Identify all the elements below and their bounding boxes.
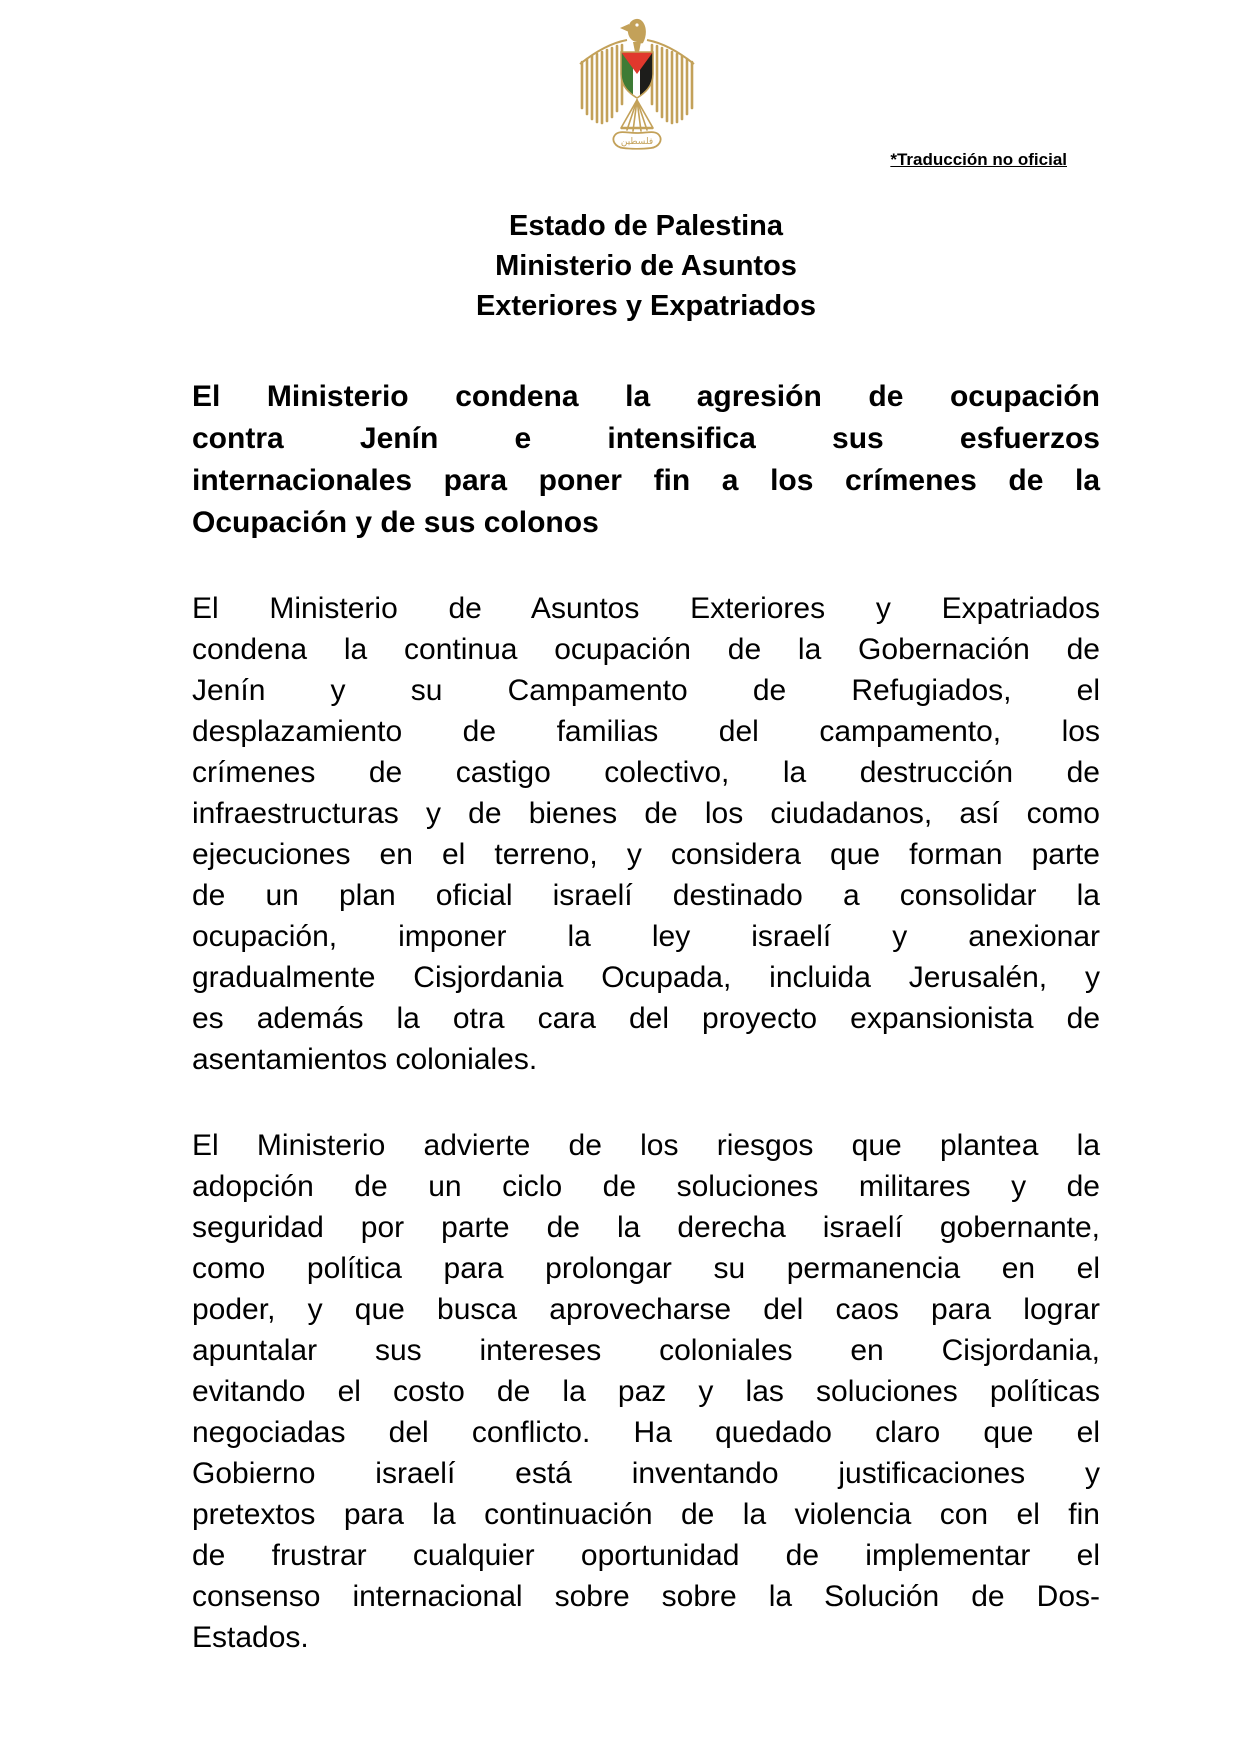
document-title bbox=[192, 206, 1100, 326]
text-line: gradualmente Cisjordania Ocupada, incluida Jerusalén, y bbox=[192, 961, 1100, 994]
palestine-eagle-emblem-icon bbox=[575, 14, 699, 152]
paragraph-1 bbox=[192, 588, 1100, 1080]
text-line: evitando el costo de la paz y las soluciones políticas bbox=[192, 1375, 1100, 1408]
text-line: infraestructuras y de bienes de los ciudadanos, así como bbox=[192, 797, 1100, 830]
text-line: Gobierno israelí está inventando justificaciones y bbox=[192, 1457, 1100, 1490]
text-line: pretextos para la continuación de la violencia con el fin bbox=[192, 1498, 1100, 1531]
translation-note: *Traducción no oficial bbox=[890, 150, 1067, 169]
text-line: Ocupación y de sus colonos bbox=[192, 506, 599, 539]
paragraph-2 bbox=[192, 1125, 1100, 1658]
statement-heading bbox=[192, 376, 1100, 544]
text-line: El Ministerio de Asuntos Exteriores y Expatriados bbox=[192, 592, 1100, 625]
text-line: de un plan oficial israelí destinado a consolidar la bbox=[192, 879, 1100, 912]
text-line: desplazamiento de familias del campamento, los bbox=[192, 715, 1100, 748]
text-line: Ministerio de Asuntos bbox=[495, 250, 797, 282]
text-line: Exteriores y Expatriados bbox=[475, 290, 817, 322]
text-line: adopción de un ciclo de soluciones militares y de bbox=[192, 1170, 1100, 1203]
text-line: El Ministerio condena la agresión de ocupación bbox=[192, 380, 1100, 413]
text-line: asentamientos coloniales. bbox=[192, 1043, 538, 1076]
text-line: internacionales para poner fin a los crímenes de la bbox=[192, 464, 1100, 497]
text-line: ocupación, imponer la ley israelí y anexionar bbox=[192, 920, 1100, 953]
text-line: apuntalar sus intereses coloniales en Cisjordania, bbox=[192, 1334, 1100, 1367]
text-line: de frustrar cualquier oportunidad de implementar el bbox=[192, 1539, 1100, 1572]
text-line: consenso internacional sobre sobre la Solución de Dos- bbox=[192, 1580, 1100, 1613]
text-line: negociadas del conflicto. Ha quedado claro que el bbox=[192, 1416, 1100, 1449]
text-line: Estado de Palestina bbox=[509, 210, 783, 242]
text-line: contra Jenín e intensifica sus esfuerzos bbox=[192, 422, 1100, 455]
emblem-banner-text: فلسطين bbox=[620, 137, 654, 147]
text-line: crímenes de castigo colectivo, la destrucción de bbox=[192, 756, 1100, 789]
text-line: El Ministerio advierte de los riesgos que plantea la bbox=[192, 1129, 1100, 1162]
text-line: condena la continua ocupación de la Gobernación de bbox=[192, 633, 1100, 666]
text-line: poder, y que busca aprovecharse del caos para lograr bbox=[192, 1293, 1100, 1326]
text-line: seguridad por parte de la derecha israelí gobernante, bbox=[192, 1211, 1100, 1244]
text-line: Estados. bbox=[192, 1621, 309, 1654]
text-line: ejecuciones en el terreno, y considera que forman parte bbox=[192, 838, 1100, 871]
text-line: es además la otra cara del proyecto expansionista de bbox=[192, 1002, 1100, 1035]
text-line: como política para prolongar su permanencia en el bbox=[192, 1252, 1100, 1285]
text-line: Jenín y su Campamento de Refugiados, el bbox=[192, 674, 1100, 707]
